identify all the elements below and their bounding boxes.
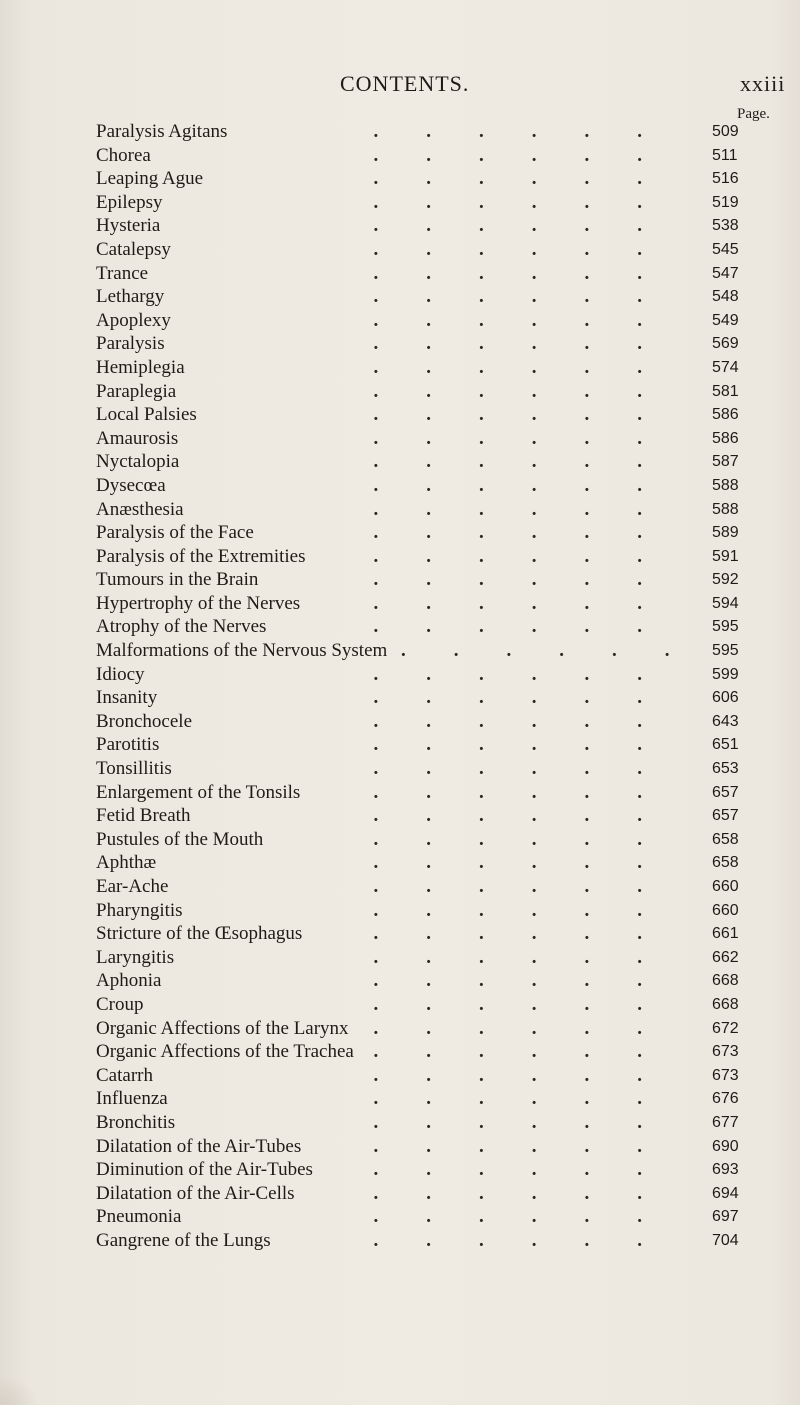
entry-title: Dilatation of the Air-Tubes bbox=[96, 1135, 302, 1157]
entry-page-number: 592 bbox=[712, 571, 739, 589]
entry-title: Tumours in the Brain bbox=[96, 569, 259, 591]
contents-entry bbox=[96, 639, 756, 663]
entry-title: Malformations of the Nervous System bbox=[96, 640, 388, 662]
entry-title: Apoplexy bbox=[96, 309, 171, 331]
contents-entry bbox=[96, 427, 756, 451]
contents-entry bbox=[96, 946, 756, 970]
entry-page-number: 581 bbox=[712, 382, 739, 400]
dot-leaders: ...... bbox=[373, 970, 690, 992]
dot-leaders: ...... bbox=[373, 710, 690, 732]
entry-page-number: 693 bbox=[712, 1161, 739, 1179]
entry-title: Parotitis bbox=[96, 734, 160, 756]
dot-leaders: ...... bbox=[373, 1041, 690, 1063]
entry-title: Nyctalopia bbox=[96, 451, 180, 473]
entry-title: Organic Affections of the Trachea bbox=[96, 1041, 354, 1063]
dot-leaders: ...... bbox=[373, 380, 690, 402]
contents-entry bbox=[96, 545, 756, 569]
contents-entry bbox=[96, 214, 756, 238]
entry-page-number: 673 bbox=[712, 1066, 739, 1084]
entry-title: Pneumonia bbox=[96, 1206, 182, 1228]
entry-page-number: 588 bbox=[712, 476, 739, 494]
contents-entry bbox=[96, 1182, 756, 1206]
entry-page-number: 676 bbox=[712, 1090, 739, 1108]
entry-page-number: 586 bbox=[712, 406, 739, 424]
contents-entry bbox=[96, 993, 756, 1017]
contents-entry bbox=[96, 1158, 756, 1182]
entry-page-number: 677 bbox=[712, 1113, 739, 1131]
entry-title: Stricture of the Œsophagus bbox=[96, 923, 303, 945]
entry-page-number: 594 bbox=[712, 594, 739, 612]
dot-leaders: ...... bbox=[373, 569, 690, 591]
contents-entry bbox=[96, 167, 756, 191]
entry-title: Pharyngitis bbox=[96, 899, 183, 921]
entry-title: Catarrh bbox=[96, 1064, 153, 1086]
entry-page-number: 586 bbox=[712, 429, 739, 447]
entry-title: Catalepsy bbox=[96, 238, 171, 260]
contents-entry bbox=[96, 615, 756, 639]
entry-title: Trance bbox=[96, 262, 149, 284]
contents-entry bbox=[96, 568, 756, 592]
contents-entry bbox=[96, 1064, 756, 1088]
entry-page-number: 704 bbox=[712, 1231, 739, 1249]
entry-title: Croup bbox=[96, 993, 144, 1015]
entry-page-number: 509 bbox=[712, 123, 739, 140]
entry-title: Dilatation of the Air-Cells bbox=[96, 1182, 295, 1204]
contents-entry bbox=[96, 332, 756, 356]
entry-page-number: 545 bbox=[712, 240, 739, 258]
contents-entry bbox=[96, 309, 756, 333]
entry-title: Paraplegia bbox=[96, 380, 177, 402]
entry-title: Bronchitis bbox=[96, 1111, 176, 1133]
contents-entry bbox=[96, 710, 756, 734]
entry-title: Hypertrophy of the Nerves bbox=[96, 592, 301, 614]
entry-page-number: 668 bbox=[712, 995, 739, 1013]
entry-page-number: 595 bbox=[712, 618, 739, 636]
entry-page-number: 672 bbox=[712, 1019, 739, 1037]
entry-page-number: 587 bbox=[712, 453, 739, 471]
contents-entry bbox=[96, 663, 756, 687]
entry-page-number: 549 bbox=[712, 311, 739, 329]
dot-leaders: ...... bbox=[373, 687, 690, 709]
contents-entry bbox=[96, 450, 756, 474]
entry-page-number: 658 bbox=[712, 830, 739, 848]
dot-leaders: ...... bbox=[373, 474, 690, 496]
entry-title: Amaurosis bbox=[96, 427, 179, 449]
entry-page-number: 519 bbox=[712, 193, 739, 211]
contents-entry bbox=[96, 521, 756, 545]
dot-leaders: ...... bbox=[373, 545, 690, 567]
entry-title: Hemiplegia bbox=[96, 356, 185, 378]
dot-leaders: ...... bbox=[373, 663, 690, 685]
dot-leaders: ...... bbox=[373, 1088, 690, 1110]
dot-leaders: ...... bbox=[373, 238, 690, 260]
contents-entry bbox=[96, 781, 756, 805]
dot-leaders: ...... bbox=[373, 899, 690, 921]
entry-title: Tonsillitis bbox=[96, 758, 172, 780]
entry-page-number: 589 bbox=[712, 524, 739, 542]
dot-leaders: ...... bbox=[373, 121, 690, 142]
contents-entry bbox=[96, 120, 756, 144]
contents-list bbox=[96, 120, 756, 1253]
contents-entry bbox=[96, 851, 756, 875]
entry-page-number: 657 bbox=[712, 783, 739, 801]
entry-title: Paralysis of the Face bbox=[96, 522, 254, 544]
entry-title: Local Palsies bbox=[96, 404, 197, 426]
contents-entry bbox=[96, 1111, 756, 1135]
entry-page-number: 538 bbox=[712, 217, 739, 235]
dot-leaders: ...... bbox=[373, 781, 690, 803]
contents-entry bbox=[96, 356, 756, 380]
contents-entry bbox=[96, 899, 756, 923]
dot-leaders: ...... bbox=[373, 1017, 690, 1039]
entry-title: Idiocy bbox=[96, 663, 145, 685]
dot-leaders: ...... bbox=[373, 309, 690, 331]
entry-page-number: 668 bbox=[712, 972, 739, 990]
dot-leaders: ...... bbox=[373, 852, 690, 874]
entry-title: Hysteria bbox=[96, 215, 161, 237]
dot-leaders: ...... bbox=[373, 734, 690, 756]
entry-title: Pustules of the Mouth bbox=[96, 828, 264, 850]
entry-title: Paralysis of the Extremities bbox=[96, 545, 306, 567]
dot-leaders: ...... bbox=[373, 356, 690, 378]
entry-page-number: 660 bbox=[712, 901, 739, 919]
entry-page-number: 661 bbox=[712, 925, 739, 943]
entry-page-number: 606 bbox=[712, 689, 739, 707]
entry-title: Lethargy bbox=[96, 286, 165, 308]
entry-title: Ear-Ache bbox=[96, 876, 169, 897]
dot-leaders: ...... bbox=[401, 640, 718, 662]
dot-leaders: ...... bbox=[373, 828, 690, 850]
page-column-label: Page. bbox=[737, 106, 770, 122]
entry-title: Laryngitis bbox=[96, 946, 175, 968]
entry-page-number: 548 bbox=[712, 288, 739, 306]
dot-leaders: ...... bbox=[373, 1111, 690, 1133]
page-number: xxiii bbox=[740, 71, 786, 96]
entry-title: Influenza bbox=[96, 1088, 168, 1110]
entry-title: Fetid Breath bbox=[96, 805, 191, 827]
contents-entry bbox=[96, 828, 756, 852]
contents-entry bbox=[96, 474, 756, 498]
dot-leaders: ...... bbox=[373, 498, 690, 520]
running-title: CONTENTS. bbox=[340, 71, 470, 96]
entry-page-number: 651 bbox=[712, 736, 739, 754]
entry-title: Organic Affections of the Larynx bbox=[96, 1017, 349, 1039]
entry-page-number: 547 bbox=[712, 264, 739, 282]
entry-title: Aphonia bbox=[96, 970, 162, 992]
contents-entry bbox=[96, 285, 756, 309]
contents-entry bbox=[96, 757, 756, 781]
contents-entry bbox=[96, 1205, 756, 1229]
entry-title: Aphthæ bbox=[96, 852, 157, 874]
contents-entry bbox=[96, 592, 756, 616]
dot-leaders: ...... bbox=[373, 923, 690, 945]
dot-leaders: ...... bbox=[373, 758, 690, 780]
dot-leaders: ...... bbox=[373, 1135, 690, 1157]
dot-leaders: ...... bbox=[373, 876, 690, 897]
contents-entry bbox=[96, 733, 756, 757]
entry-page-number: 658 bbox=[712, 854, 739, 872]
contents-entry bbox=[96, 969, 756, 993]
dot-leaders: ...... bbox=[373, 1229, 690, 1251]
dot-leaders: ...... bbox=[373, 427, 690, 449]
contents-entry bbox=[96, 380, 756, 404]
entry-title: Paralysis Agitans bbox=[96, 121, 228, 142]
contents-entry bbox=[96, 403, 756, 427]
entry-page-number: 690 bbox=[712, 1137, 739, 1155]
entry-title: Dysecœa bbox=[96, 474, 166, 496]
entry-page-number: 588 bbox=[712, 500, 739, 518]
dot-leaders: ...... bbox=[373, 616, 690, 638]
dot-leaders: ...... bbox=[373, 333, 690, 355]
dot-leaders: ...... bbox=[373, 1159, 690, 1181]
contents-entry bbox=[96, 1017, 756, 1041]
entry-page-number: 673 bbox=[712, 1043, 739, 1061]
entry-title: Diminution of the Air-Tubes bbox=[96, 1159, 313, 1181]
entry-title: Gangrene of the Lungs bbox=[96, 1229, 271, 1251]
contents-entry bbox=[96, 498, 756, 522]
dot-leaders: ...... bbox=[373, 805, 690, 827]
entry-title: Bronchocele bbox=[96, 710, 193, 732]
entry-page-number: 591 bbox=[712, 547, 739, 565]
contents-entry bbox=[96, 144, 756, 168]
dot-leaders: ...... bbox=[373, 993, 690, 1015]
dot-leaders: ...... bbox=[373, 286, 690, 308]
entry-page-number: 599 bbox=[712, 665, 739, 683]
contents-entry bbox=[96, 1229, 756, 1253]
dot-leaders: ...... bbox=[373, 592, 690, 614]
entry-page-number: 657 bbox=[712, 807, 739, 825]
dot-leaders: ...... bbox=[373, 1182, 690, 1204]
entry-title: Leaping Ague bbox=[96, 168, 204, 190]
dot-leaders: ...... bbox=[373, 262, 690, 284]
contents-entry bbox=[96, 922, 756, 946]
contents-entry bbox=[96, 262, 756, 286]
dot-leaders: ...... bbox=[373, 191, 690, 213]
entry-title: Atrophy of the Nerves bbox=[96, 616, 267, 638]
contents-entry bbox=[96, 1135, 756, 1159]
contents-entry bbox=[96, 191, 756, 215]
entry-title: Paralysis bbox=[96, 333, 165, 355]
contents-entry bbox=[96, 238, 756, 262]
contents-entry bbox=[96, 1040, 756, 1064]
entry-page-number: 660 bbox=[712, 878, 739, 895]
dot-leaders: ...... bbox=[373, 1206, 690, 1228]
entry-page-number: 595 bbox=[712, 642, 739, 660]
entry-title: Chorea bbox=[96, 144, 151, 166]
contents-entry bbox=[96, 1087, 756, 1111]
entry-page-number: 662 bbox=[712, 948, 739, 966]
dot-leaders: ...... bbox=[373, 451, 690, 473]
entry-page-number: 643 bbox=[712, 712, 739, 730]
contents-entry bbox=[96, 875, 756, 899]
entry-page-number: 516 bbox=[712, 170, 739, 188]
entry-title: Enlargement of the Tonsils bbox=[96, 781, 301, 803]
dot-leaders: ...... bbox=[373, 946, 690, 968]
dot-leaders: ...... bbox=[373, 522, 690, 544]
page-header bbox=[0, 70, 800, 100]
entry-title: Epilepsy bbox=[96, 191, 163, 213]
entry-page-number: 653 bbox=[712, 760, 739, 778]
dot-leaders: ...... bbox=[373, 144, 690, 166]
contents-entry bbox=[96, 804, 756, 828]
entry-title: Anæsthesia bbox=[96, 498, 184, 520]
dot-leaders: ...... bbox=[373, 1064, 690, 1086]
entry-page-number: 697 bbox=[712, 1208, 739, 1226]
paper-stain bbox=[0, 1375, 40, 1405]
contents-entry bbox=[96, 686, 756, 710]
entry-title: Insanity bbox=[96, 687, 158, 709]
entry-page-number: 694 bbox=[712, 1184, 739, 1202]
dot-leaders: ...... bbox=[373, 168, 690, 190]
dot-leaders: ...... bbox=[373, 404, 690, 426]
dot-leaders: ...... bbox=[373, 215, 690, 237]
entry-page-number: 574 bbox=[712, 358, 739, 376]
entry-page-number: 569 bbox=[712, 335, 739, 353]
entry-page-number: 511 bbox=[712, 146, 738, 164]
